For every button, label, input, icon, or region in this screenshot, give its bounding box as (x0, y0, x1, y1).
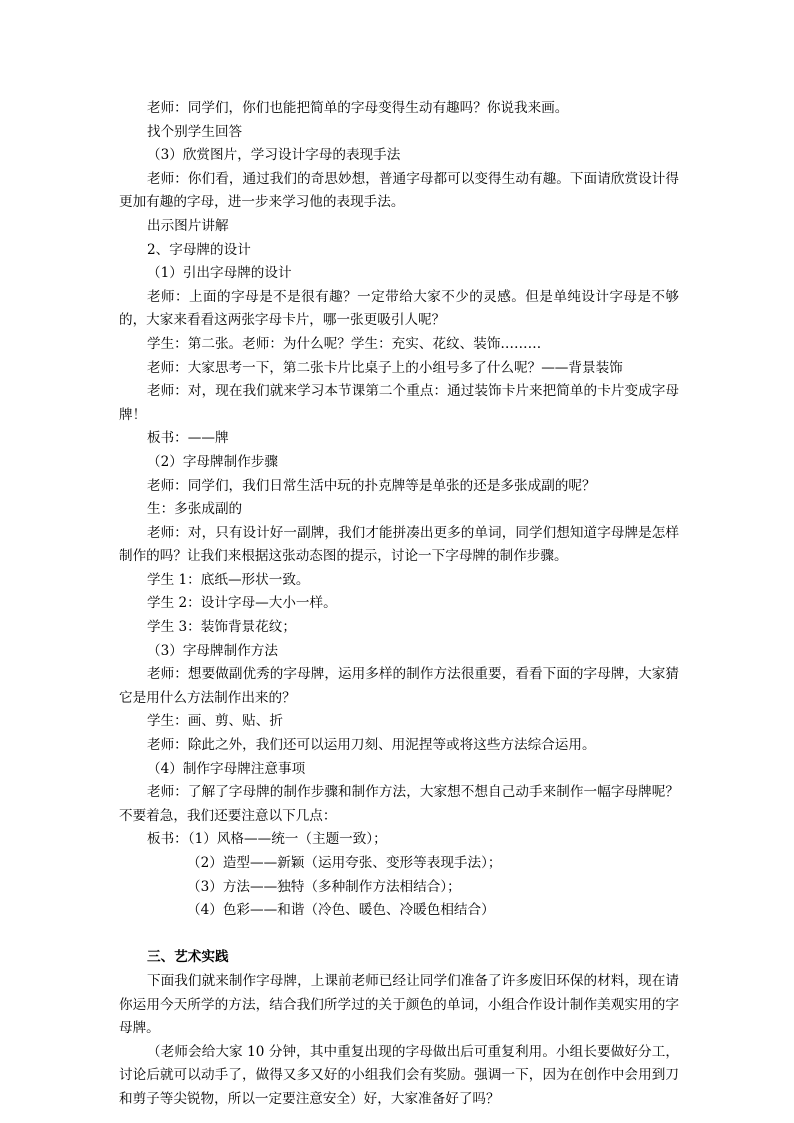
paragraph: （3）欣赏图片，学习设计字母的表现手法 (147, 147, 401, 164)
document-body (119, 97, 679, 1112)
paragraph: （3）字母牌制作方法 (147, 642, 278, 659)
board-line: （3）方法——独特（多种制作方法相结合）； (187, 878, 461, 895)
paragraph: 老师：上面的字母是不是很有趣？一定带给大家不少的灵感。但是单纯设计字母是不够的，大家来看看这两张字母卡片，哪一张更吸引人呢？ (119, 288, 679, 329)
board-line: （4）色彩——和谐（冷色、暖色、冷暖色相结合） (187, 902, 495, 919)
paragraph: 老师：除此之外，我们还可以运用刀刻、用泥捏等或将这些方法综合运用。 (147, 737, 596, 754)
paragraph: 老师：对，只有设计好一副牌，我们才能拼凑出更多的单词，同学们想知道字母牌是怎样制作的吗？让我们来根据这张动态图的提示，讨论一下字母牌的制作步骤。 (119, 524, 679, 565)
paragraph: 生：多张成副的 (147, 501, 243, 518)
paragraph: （老师会给大家 10 分钟，其中重复出现的字母做出后可重复利用。小组长要做好分工，讨论后就可以动手了，做得又多又好的小组我们会有奖励。强调一下，因为在创作中会用到刀和剪子等尖锐物，所以一定要注意安全）好，大家准备好了吗？ (119, 1043, 679, 1107)
paragraph: 学生 3：装饰背景花纹； (147, 619, 296, 636)
spacer (119, 923, 679, 947)
paragraph: 板书：——牌 (147, 430, 229, 447)
paragraph: 老师：大家思考一下，第二张卡片比桌子上的小组号多了什么呢？——背景装饰 (147, 359, 623, 376)
paragraph: 学生 1：底纸—形状一致。 (147, 571, 310, 588)
paragraph: 老师：了解了字母牌的制作步骤和制作方法，大家想不想自己动手来制作一幅字母牌呢？不要着急，我们还要注意以下几点： (119, 784, 679, 824)
paragraph: 下面我们就来制作字母牌，上课前老师已经让同学们准备了许多废旧环保的材料，现在请你运用今天所学的方法，结合我们所学过的关于颜色的单词，小组合作设计制作美观实用的字母牌。 (119, 972, 679, 1037)
paragraph: （4）制作字母牌注意事项 (147, 760, 306, 777)
paragraph: 老师：同学们，我们日常生活中玩的扑克牌等是单张的还是多张成副的呢？ (147, 477, 596, 494)
paragraph: （1）引出字母牌的设计 (147, 265, 292, 282)
board-line: （2）造型——新颖（运用夸张、变形等表现手法）； (187, 855, 502, 871)
paragraph: 找个别学生回答 (147, 123, 243, 140)
paragraph: 老师：你们看，通过我们的奇思妙想，普通字母都可以变得生动有趣。下面请欣赏设计得更加有趣的字母，进一步来学习他的表现手法。 (119, 170, 679, 211)
subheading: 2、字母牌的设计 (147, 241, 251, 258)
paragraph: 学生：画、剪、贴、折 (147, 713, 283, 730)
paragraph: 老师：对，现在我们就来学习本节课第二个重点：通过装饰卡片来把简单的卡片变成字母牌！ (119, 383, 679, 423)
paragraph: （2）字母牌制作步骤 (147, 453, 278, 470)
board-line: 板书：（1）风格——统一（主题一致）； (147, 831, 387, 848)
paragraph: 老师：同学们，你们也能把简单的字母变得生动有趣吗？你说我来画。 (147, 100, 569, 116)
paragraph: 老师：想要做副优秀的字母牌，运用多样的制作方法很重要，看看下面的字母牌，大家猜它是用什么方法制作出来的？ (119, 666, 679, 706)
paragraph: 学生 2：设计字母—大小一样。 (147, 595, 337, 612)
section-title: 三、艺术实践 (147, 949, 229, 966)
paragraph: 出示图片讲解 (147, 217, 229, 234)
paragraph: 学生：第二张。老师：为什么呢？学生：充实、花纹、装饰……… (147, 335, 542, 352)
